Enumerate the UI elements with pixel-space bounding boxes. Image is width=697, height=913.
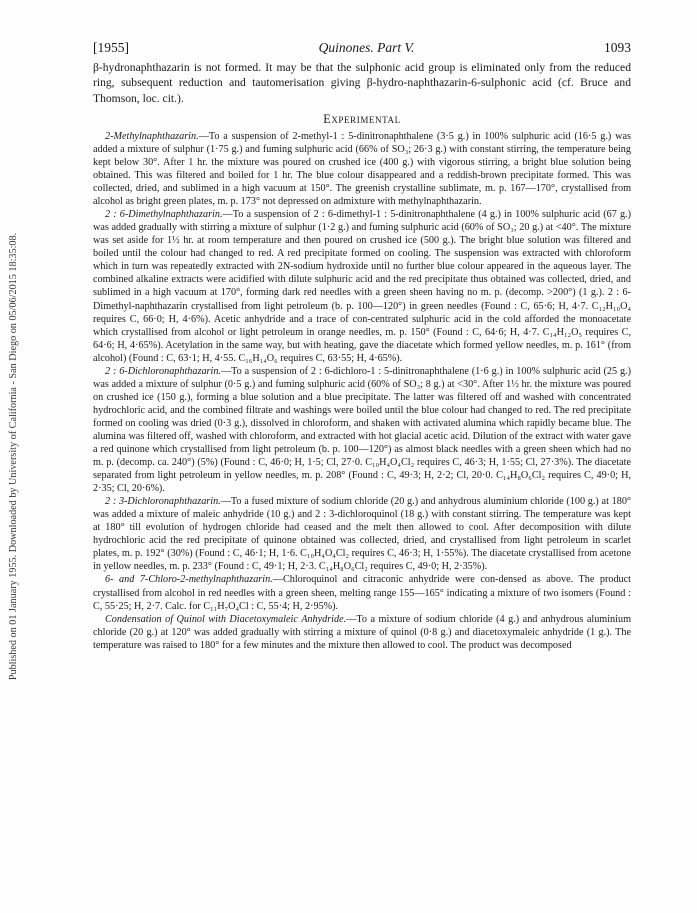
download-notice-text: Published on 01 January 1955. Downloaded by University of California - San Diego on 05/06/2015 18:35:08. <box>8 232 20 681</box>
paragraph-body: —To a suspension of 2 : 6-dimethyl-1 : 5-dinitronaphthalene (4 g.) in 100% sulphuric acid (67 g.) was added gradually with stirring a mixture of sulphur (1·2 g.) and fuming sulphuric acid (60% of SO₃; 20 g.) at <40°. The mixture was set aside for 1½ hr. at room temperature and then poured on crushed ice (500 g.). The bright blue solution was filtered and boiled until the colour had changed to red. A red precipitate formed on cooling. The suspension was extracted with chloroform which in turn was repeatedly extracted with 2N-sodium hydroxide until no further blue colour appeared in the aqueous layer. The combined alkaline extracts were acidified with dilute sulphuric acid and the red precipitate thus obtained was collected, dried, and sublimed in a high vacuum at 170°, forming dark red needles with a green sheen having no m. p. (decomp. >200°) (1 g.). 2 : 6-Dimethyl-naphthazarin crystallised from light petroleum (b. p. 100—120°) in green needles (Found : C, 65·6; H, 4·7. C₁₂H₁₀O₄ requires C, 66·0; H, 4·6%). Acetic anhydride and a trace of con-centrated sulphuric acid in the cold afforded the monoacetate which crystallised from alcohol or light petroleum in orange needles, m. p. 150° (Found : C, 64·6; H, 4·7. C₁₄H₁₂O₅ requires C, 64·6; H, 4·65%). Acetylation in the same way, but with heating, gave the diacetate which formed yellow needles, m. p. 161° (from alcohol) (Found : C, 63·1; H, 4·55. C₁₆H₁₄O₆ requires C, 63·55; H, 4·65%). <box>93 209 631 364</box>
paragraph-body: —To a mixture of sodium chloride (4 g.) and anhydrous aluminium chloride (20 g.) at 120° was added gradually with stirring a mixture of quinol (0·8 g.) and diacetoxymaleic anhydride (1 g.). The temperature was raised to 180° for a few minutes and the mixture then allowed to cool. The product was decomposed <box>93 613 631 651</box>
paragraph-chloro-methylnaphthazarin <box>93 573 631 612</box>
article-page <box>93 40 631 652</box>
paragraph-dichloronaphthazarin-23 <box>93 495 631 573</box>
header-year: [1955] <box>93 40 129 55</box>
paragraph-body: —To a fused mixture of sodium chloride (20 g.) and anhydrous aluminium chloride (100 g.) at 180° was added a mixture of maleic anhydride (10 g.) and 2 : 3-dichloroquinol (18 g.) with constant stirring. The temperature was kept at 180° till evolution of hydrogen chloride had ceased and the melt then allowed to cool. After decomposition with dilute hydrochloric acid the red precipitate of quinone obtained was collected, dried, and crystallised from light petroleum in scarlet plates, m. p. 192° (30%) (Found : C, 46·1; H, 1·6. C₁₀H₄O₄Cl₂ requires C, 46·3; H, 1·55%). The diacetate crystallised from acetone in yellow needles, m. p. 233° (Found : C, 49·1; H, 2·3. C₁₄H₈O₆Cl₂ requires C, 49·0; H, 2·35%). <box>93 496 631 573</box>
paragraph-body: —Chloroquinol and citraconic anhydride were con-densed as above. The product crystallised from alcohol in red needles with a green sheen, melting range 155—165° indicating a mixture of two isomers (Found : C, 55·25; H, 2·7. Calc. for C₁₁H₇O₄Cl : C, 55·4; H, 2·95%). <box>93 574 631 612</box>
paragraph-heading: 2-Methylnaphthazarin. <box>105 130 199 142</box>
paragraph-dichloronaphthazarin-26 <box>93 365 631 495</box>
lead-paragraph: β-hydronaphthazarin is not formed. It may be that the sulphonic acid group is eliminated only from the reduced ring, subsequent reduction and tautomerisation giving β-hydro-naphthazarin-6-sulphonic acid (cf. Bruce and Thomson, loc. cit.). <box>93 61 631 105</box>
paragraph-heading: 6- and 7-Chloro-2-methylnaphthazarin. <box>105 574 273 586</box>
paragraph-body: —To a suspension of 2 : 6-dichloro-1 : 5-dinitronaphthalene (1·6 g.) in 100% sulphuric acid (25 g.) was added a mixture of sulphur (0·5 g.) and fuming sulphuric acid (60% of SO₃; 8 g.) at <30°. After 1½ hr. the mixture was poured on crushed ice (150 g.), forming a blue solution and a blue precipitate. The latter was filtered off and washed with concentrated hydrochloric acid, and the combined filtrate and washings were boiled until the blue colour had changed to red. The red precipitate formed on cooling was dried (0·3 g.), dissolved in chloroform, and shaken with activated alumina which rapidly became blue. The alumina was filtered off, washed with chloroform, and extracted with hot glacial acetic acid. Dilution of the extract with water gave a red quinone which crystallised from light petroleum (b. p. 100—120°) as almost black needles with a green sheen which had no m. p. (decomp. ca. 240°) (5%) (Found : C, 46·0; H, 1·5; Cl, 27·0. C₁₀H₄O₄Cl₂ requires C, 46·3; H, 1·55; Cl, 27·3%). The diacetate separated from light petroleum in yellow needles, m. p. 208° (Found : C, 49·3; H, 2·2; Cl, 20·0. C₁₄H₈O₆Cl₂ requires C, 49·0; H, 2·35; Cl, 20·6%). <box>93 365 631 495</box>
header-title: Quinones. Part V. <box>318 40 415 55</box>
paragraph-quinol-condensation <box>93 613 631 652</box>
paragraph-dimethylnaphthazarin <box>93 208 631 365</box>
paragraph-heading: Condensation of Quinol with Diacetoxymaleic Anhydride. <box>105 613 347 625</box>
page-number: 1093 <box>603 40 631 55</box>
section-title: Experimental <box>323 111 401 126</box>
download-watermark <box>0 0 28 913</box>
paragraph-methylnaphthazarin <box>93 130 631 208</box>
running-header <box>93 40 631 56</box>
paragraph-heading: 2 : 6-Dichloronaphthazarin. <box>105 365 221 377</box>
paragraph-body: —To a suspension of 2-methyl-1 : 5-dinitronaphthalene (3·5 g.) in 100% sulphuric acid (16·5 g.) was added a mixture of sulphur (1·75 g.) and fuming sulphuric acid (66% of SO₃; 26·3 g.) with constant stirring, the temperature being kept below 30°. After 1 hr. the mixture was poured on crushed ice (400 g.) with vigorous stirring, a bright blue solution being obtained. This was filtered and boiled for 1 hr. The blue colour disappeared and a reddish-brown precipitate formed. This was collected, dried, and sublimed in a high vacuum at 150°. The greenish crystalline sublimate, m. p. 167—170°, crystallised from alcohol as bright green plates, m. p. 173° not depressed on admixture with methylnaphthazarin. <box>93 130 631 208</box>
paragraph-heading: 2 : 3-Dichloronaphthazarin. <box>105 496 221 508</box>
paragraph-heading: 2 : 6-Dimethylnaphthazarin. <box>105 209 223 221</box>
